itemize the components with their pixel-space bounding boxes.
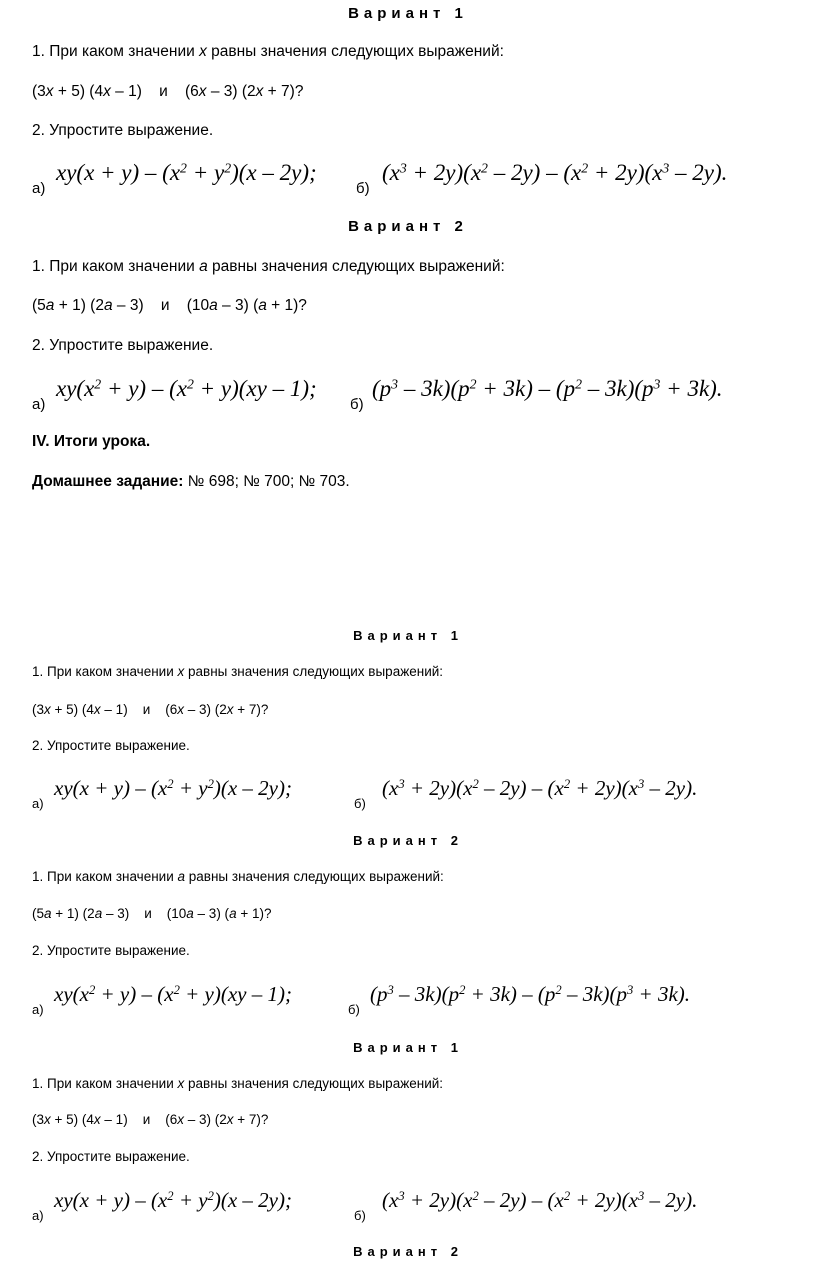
variant-2-label-a: а)	[32, 396, 46, 413]
variant-2-question-1-copy-1: 1. При каком значении a равны значения следующих выражений:	[32, 869, 444, 884]
variant-1-expression-b: $(x^3 + 2y)(x^2 - 2y) - (x^2 + 2y)(x^3 - 2y)$.	[382, 160, 728, 185]
variant-1-label-b: б)	[356, 180, 370, 197]
variant-1-question-1-copy-1: 1. При каком значении x равны значения следующих выражений:	[32, 664, 444, 679]
variant-1-label-a-copy-2: а)	[32, 1208, 44, 1223]
variant-1-label-a: а)	[32, 180, 46, 197]
variant-1-question-1-expressions-copy-2: (3x + 5) (4x – 1) и (6x – 3) (2x + 7)?	[32, 1112, 269, 1127]
variant-2-question-1-expressions-copy-1: (5a + 1) (2a – 3) и (10a – 3) (a + 1)?	[32, 906, 272, 921]
variant-1-title-copy-2: Вариант 1	[353, 1040, 463, 1055]
variant-2-question-2-copy-1: 2. Упростите выражение.	[32, 943, 190, 958]
variant-2-expression-a-copy-1: $xy(x^2 + y) - (x^2 + y)(xy - 1)$;	[54, 982, 292, 1006]
variant-2-title: Вариант 2	[348, 218, 468, 235]
variant-2-label-b: б)	[350, 396, 364, 413]
variant-1-title-copy-1: Вариант 1	[353, 628, 463, 643]
variant-1-label-a-copy-1: а)	[32, 796, 44, 811]
variant-2-title-copy-2: Вариант 2	[353, 1244, 463, 1259]
variant-1-title: Вариант 1	[348, 5, 468, 22]
variant-1-expression-b-copy-1: $(x^3 + 2y)(x^2 - 2y) - (x^2 + 2y)(x^3 - 2y)$.	[382, 776, 698, 800]
variant-1-question-1-copy-2: 1. При каком значении x равны значения следующих выражений:	[32, 1076, 444, 1091]
variant-2-question-1-expressions: (5a + 1) (2a – 3) и (10a – 3) (a + 1)?	[32, 297, 307, 314]
variant-1-question-1-expressions-copy-1: (3x + 5) (4x – 1) и (6x – 3) (2x + 7)?	[32, 702, 269, 717]
variant-1-expression-a: $xy(x + y) - (x^2 + y^2)(x - 2y)$;	[56, 160, 317, 185]
variant-2-label-b-copy-1: б)	[348, 1002, 360, 1017]
variant-2-expression-b: $(p^3 - 3k)(p^2 + 3k) - (p^2 - 3k)(p^3 + 3k)$.	[372, 376, 723, 401]
variant-1-question-1-expressions: (3x + 5) (4x – 1) и (6x – 3) (2x + 7)?	[32, 83, 304, 100]
variant-2-expression-b-copy-1: $(p^3 - 3k)(p^2 + 3k) - (p^2 - 3k)(p^3 + 3k)$.	[370, 982, 691, 1006]
variant-2-question-2: 2. Упростите выражение.	[32, 337, 214, 354]
variant-1-label-b-copy-1: б)	[354, 796, 366, 811]
variant-2-expression-a: $xy(x^2 + y) - (x^2 + y)(xy - 1)$;	[56, 376, 317, 401]
variant-1-question-2-copy-1: 2. Упростите выражение.	[32, 738, 190, 753]
variant-1-question-2-copy-2: 2. Упростите выражение.	[32, 1149, 190, 1164]
variant-1-expression-b-copy-2: $(x^3 + 2y)(x^2 - 2y) - (x^2 + 2y)(x^3 - 2y)$.	[382, 1188, 698, 1212]
variant-2-question-1: 1. При каком значении a равны значения следующих выражений:	[32, 258, 505, 275]
homework-label: Домашнее задание:	[32, 473, 184, 490]
variant-1-expression-a-copy-2: $xy(x + y) - (x^2 + y^2)(x - 2y)$;	[54, 1188, 292, 1212]
variant-1-question-1: 1. При каком значении x равны значения следующих выражений:	[32, 43, 504, 60]
variant-1-expression-a-copy-1: $xy(x + y) - (x^2 + y^2)(x - 2y)$;	[54, 776, 292, 800]
homework-text: № 698; № 700; № 703.	[187, 473, 350, 490]
variant-2-label-a-copy-1: а)	[32, 1002, 44, 1017]
lesson-summary-heading: IV. Итоги урока.	[32, 433, 151, 450]
variant-2-title-copy-1: Вариант 2	[353, 833, 463, 848]
variant-1-question-2: 2. Упростите выражение.	[32, 122, 214, 139]
homework-line	[32, 473, 350, 491]
variant-1-label-b-copy-2: б)	[354, 1208, 366, 1223]
